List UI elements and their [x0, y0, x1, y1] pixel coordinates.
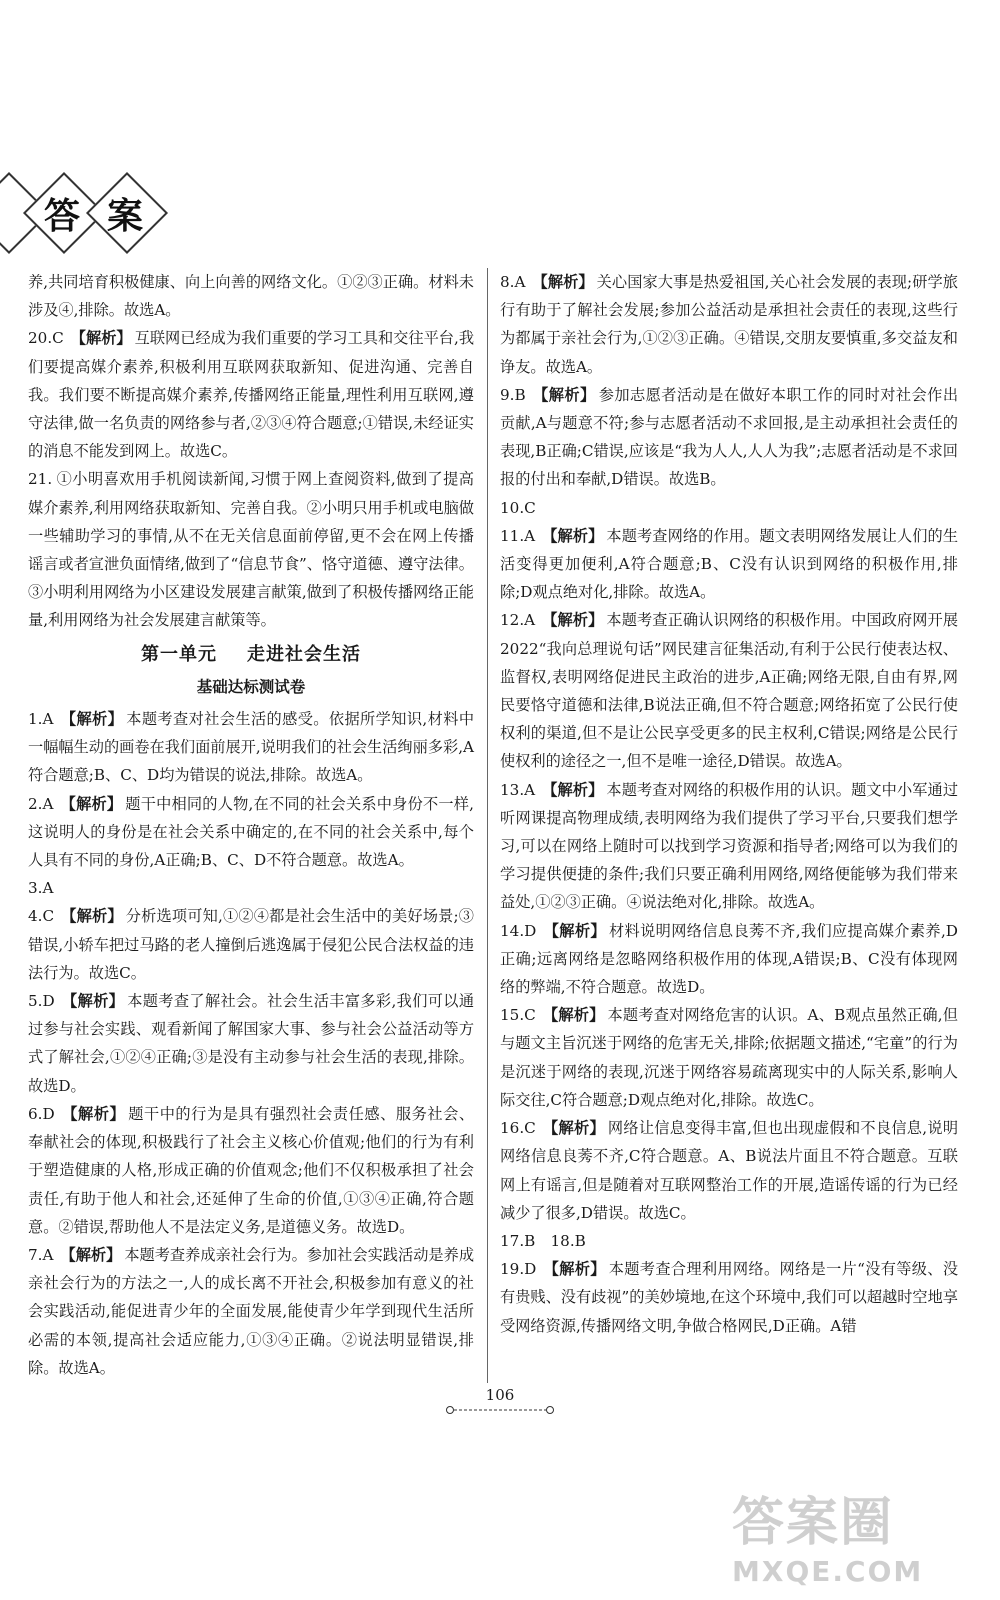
answer-item	[28, 268, 474, 324]
answer-text: 关心国家大事是热爱祖国,关心社会发展的表现;研学旅行有助于了解社会发展;参加公益活动是承担社会责任的表现,这些行为都属于亲社会行为,①②③正确。④错误,交朋友要慎重,多交益友和诤友。故选A。	[500, 273, 958, 376]
analysis-tag: 【解析】	[70, 329, 132, 348]
answer-item	[500, 522, 958, 607]
analysis-tag: 【解析】	[61, 992, 125, 1011]
analysis-tag: 【解析】	[60, 710, 124, 729]
answer-text: 本题考查对社会生活的感受。依据所学知识,材料中一幅幅生动的画卷在我们面前展开,说明我们的社会生活绚丽多彩,A符合题意;B、C、D均为错误的说法,排除。故选A。	[28, 710, 475, 785]
analysis-tag: 【解析】	[61, 907, 123, 926]
analysis-tag: 【解析】	[532, 385, 596, 404]
answer-item	[28, 1100, 474, 1241]
answer-item	[500, 1001, 958, 1114]
answer-number: 10.C	[500, 498, 536, 517]
answer-text: 本题考查合理利用网络。网络是一片“没有等级、没有贵贱、没有歧视”的美妙境地,在这个环境中,我们可以超越时空地享受网络资源,传播网络文明,争做合格网民,D正确。A错	[500, 1260, 959, 1335]
answer-number: 12.A	[500, 611, 536, 630]
answer-number: 1.A	[28, 710, 54, 729]
left-items-before	[28, 268, 474, 635]
right-column	[500, 268, 958, 1340]
answer-item	[500, 268, 958, 381]
answer-number: 20.C	[28, 329, 64, 348]
analysis-tag: 【解析】	[61, 1104, 126, 1123]
analysis-tag: 【解析】	[542, 1006, 605, 1025]
answer-text: 本题考查养成亲社会行为。参加社会实践活动是养成亲社会行为的方法之一,人的成长离不开社会,积极参加有意义的社会实践活动,能促进青少年的全面发展,能使青少年学到现代生活所必需的本领,提高社会适应能力,①③④正确。②说法明显错误,排除。故选A。	[28, 1245, 475, 1377]
left-items-after	[28, 705, 474, 1382]
answer-item	[28, 705, 474, 790]
answer-item	[500, 1227, 958, 1255]
answer-item	[500, 381, 958, 494]
page-number-ornament	[440, 1405, 560, 1415]
answer-text: 题干中的行为是具有强烈社会责任感、服务社会、奉献社会的体现,积极践行了社会主义核心价值观;他们的行为有利于塑造健康的人格,形成正确的价值观念;他们不仅积极承担了社会责任,有助于他人和社会,还延伸了生命的价值,①③④正确,符合题意。②错误,帮助他人不是法定义务,是道德义务。故选D。	[28, 1104, 475, 1236]
answer-text: 分析选项可知,①②④都是社会生活中的美好场景;③错误,小轿车把过马路的老人撞倒后逃逸属于侵犯公民合法权益的违法行为。故选C。	[28, 907, 474, 982]
analysis-tag: 【解析】	[532, 273, 594, 291]
answer-number: 6.D	[28, 1104, 55, 1123]
answer-number: 11.A	[500, 526, 536, 545]
answer-number: 15.C	[500, 1006, 536, 1025]
analysis-tag: 【解析】	[542, 780, 604, 799]
answer-number: 7.A	[28, 1245, 54, 1264]
answer-number: 9.B	[500, 385, 526, 404]
answer-text: 本题考查了解社会。社会生活丰富多彩,我们可以通过参与社会实践、观看新闻了解国家大事、参与社会公益活动等方式了解社会,①②④正确;③是没有主动参与社会生活的表现,排除。故选D。	[28, 992, 475, 1095]
answer-number: 4.C	[28, 907, 55, 926]
analysis-tag: 【解析】	[542, 1119, 605, 1138]
answer-item	[28, 902, 474, 987]
answer-item	[28, 465, 474, 634]
analysis-tag: 【解析】	[60, 794, 123, 813]
answer-number: 17.B 18.B	[500, 1231, 586, 1250]
answer-header	[0, 178, 180, 248]
answer-number: 8.A	[500, 273, 526, 291]
answer-text: 题干中相同的人物,在不同的社会关系中身份不一样,这说明人的身份是在社会关系中确定的,在不同的社会关系中,每个人具有不同的身份,A正确;B、C、D不符合题意。故选A。	[28, 794, 475, 870]
answer-number: 16.C	[500, 1119, 536, 1138]
right-items	[500, 268, 958, 1340]
answer-text: 养,共同培育积极健康、向上向善的网络文化。①②③正确。材料未涉及④,排除。故选A。	[28, 273, 474, 320]
answer-text: 本题考查对网络的积极作用的认识。题文中小军通过听网课提高物理成绩,表明网络为我们提供了学习平台,只要我们想学习,可以在网络上随时可以找到学习资源和指导者;网络可以为我们的学习提供便捷的条件;我们只要正确利用网络,网络便能够为我们带来益处,①②③正确。④说法绝对化,排除。故选A。	[500, 780, 959, 912]
watermark	[732, 1480, 982, 1590]
answer-number: 21.	[28, 470, 53, 489]
answer-number: 14.D	[500, 921, 537, 940]
answer-item	[500, 1255, 958, 1340]
unit-title	[28, 641, 474, 669]
answer-item	[500, 1114, 958, 1227]
answer-text: 本题考查对网络危害的认识。A、B观点虽然正确,但与题文主旨沉迷于网络的危害无关,排除;依据题文描述,“宅童”的行为是沉迷于网络的表现,沉迷于网络容易疏离现实中的人际关系,影响人际交往,C符合题意;D观点绝对化,排除。故选C。	[500, 1006, 958, 1109]
answer-item	[28, 790, 474, 875]
analysis-tag: 【解析】	[542, 526, 604, 545]
answer-item	[28, 1241, 474, 1382]
answer-text: 本题考查网络的作用。题文表明网络发展让人们的生活变得更加便利,A符合题意;B、C没有认识到网络的积极作用,排除;D观点绝对化,排除。故选A。	[500, 526, 959, 602]
left-column	[28, 268, 474, 1382]
answer-item	[28, 874, 474, 902]
analysis-tag: 【解析】	[543, 921, 606, 940]
watermark-logo: 答案圈	[732, 1493, 895, 1553]
answer-text: 材料说明网络信息良莠不齐,我们应提高媒介素养,D正确;远离网络是忽略网络积极作用的体现,A错误;B、C没有体现网络的弊端,不符合题意。故选D。	[500, 921, 958, 997]
header-char-1: 答	[43, 195, 80, 237]
answer-number: 2.A	[28, 794, 54, 813]
answer-item	[500, 917, 958, 1002]
test-title: 基础达标测试卷	[196, 677, 306, 696]
answer-text: 参加志愿者活动是在做好本职工作的同时对社会作出贡献,A与题意不符;参与志愿者活动不求回报,是主动承担社会责任的表现,B正确;C错误,应该是“我为人人,人人为我”;志愿者活动是不求回报的付出和奉献,D错误。故选B。	[500, 385, 959, 489]
page-number: 106	[485, 1386, 515, 1404]
unit-title-number: 第一单元	[141, 643, 217, 665]
unit-title-name: 走进社会生活	[247, 643, 361, 665]
answer-number: 19.D	[500, 1260, 537, 1279]
analysis-tag: 【解析】	[542, 611, 604, 630]
answer-item	[28, 324, 474, 465]
answer-text: 互联网已经成为我们重要的学习工具和交往平台,我们要提高媒介素养,积极利用互联网获取新知、促进沟通、完善自我。我们要不断提高媒介素养,传播网络正能量,理性利用互联网,遵守法律,做一名负责的网络参与者,②③④符合题意;①错误,未经证实的消息不能发到网上。故选C。	[28, 329, 475, 461]
answer-text: 本题考查正确认识网络的积极作用。中国政府网开展2022“我向总理说句话”网民建言征集活动,有利于公民行使表达权、监督权,表明网络促进民主政治的进步,A正确;网络无限,自由有界,网民要恪守道德和法律,B说法正确,但不符合题意;网络拓宽了公民行使权利的渠道,但不是让公民享受更多的民主权利,C错误;网络是公民行使权利的途径之一,但不是唯一途径,D错误。故选A。	[500, 611, 959, 771]
answer-item	[500, 494, 958, 522]
answer-text: ①小明喜欢用手机阅读新闻,习惯于网上查阅资料,做到了提高媒介素养,利用网络获取新知、完善自我。②小明只用手机或电脑做一些辅助学习的事情,从不在无关信息面前停留,更不会在网上传播谣言或者宣泄负面情绪,做到了“信息节食”、恪守道德、遵守法律。③小明利用网络为小区建设发展建言献策,做到了积极传播网络正能量,利用网络为社会发展建言献策等。	[28, 470, 474, 630]
answer-item	[500, 776, 958, 917]
header-char-2: 案	[106, 195, 143, 237]
analysis-tag: 【解析】	[543, 1260, 606, 1279]
answer-item	[500, 606, 958, 775]
answer-number: 5.D	[28, 992, 55, 1011]
watermark-url: MXQE.COM	[732, 1555, 924, 1588]
answer-number: 3.A	[28, 879, 54, 898]
answer-number: 13.A	[500, 780, 536, 799]
analysis-tag: 【解析】	[60, 1245, 122, 1264]
column-divider	[487, 268, 488, 1383]
answer-text: 网络让信息变得丰富,但也出现虚假和不良信息,说明网络信息良莠不齐,C符合题意。A、B说法片面且不符合题意。互联网上有谣言,但是随着对互联网整治工作的开展,造谣传谣的行为已经减少了很多,D错误。故选C。	[500, 1119, 959, 1222]
answer-item	[28, 987, 474, 1100]
